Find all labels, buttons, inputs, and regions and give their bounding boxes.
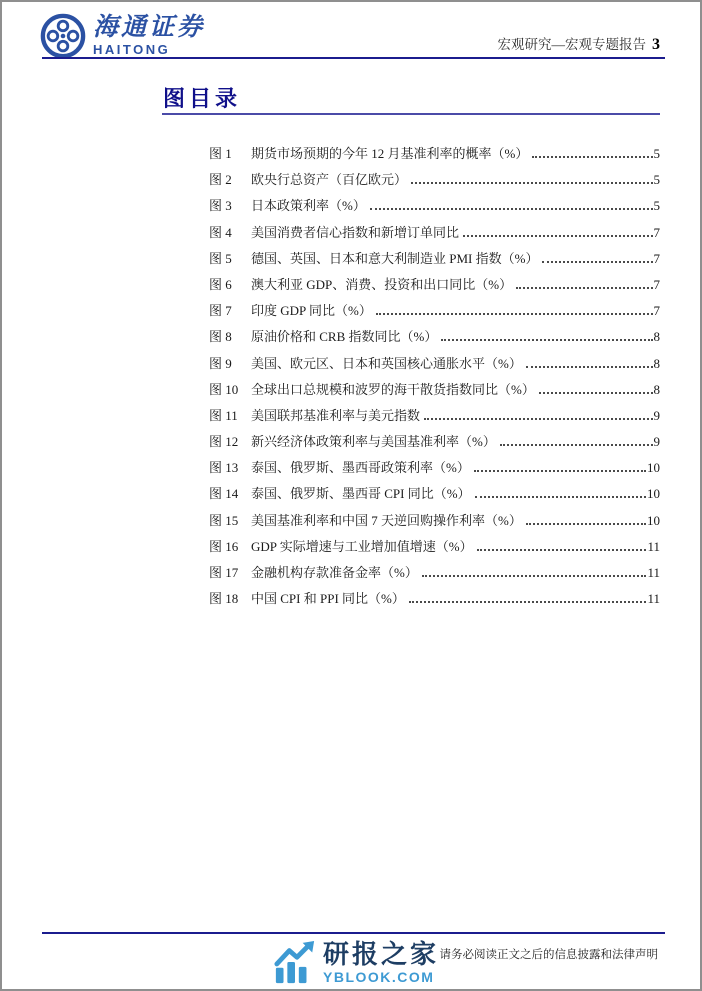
toc-row	[209, 353, 660, 379]
toc-row	[209, 248, 660, 274]
toc-entry-page: 9	[653, 434, 660, 450]
toc-dot-leader	[526, 523, 646, 525]
toc-row	[209, 431, 660, 457]
toc-entry-label: 图 4	[209, 224, 232, 240]
toc-entry-title: 金融机构存款准备金率（%）	[251, 565, 418, 580]
toc-entry-page: 8	[653, 381, 660, 397]
page-number: 3	[652, 36, 660, 53]
toc-dot-leader	[542, 261, 652, 263]
toc-entry-title: GDP 实际增速与工业增加值增速（%）	[251, 538, 473, 554]
footer-disclaimer: 请务必阅读正文之后的信息披露和法律声明	[439, 949, 658, 961]
toc-row	[209, 536, 660, 562]
toc-entry-page: 11	[647, 538, 660, 554]
toc-entry-label: 图 18	[209, 591, 239, 607]
toc-entry-page: 5	[653, 146, 660, 161]
toc-entry-label: 图 7	[209, 303, 232, 319]
toc-entry-title: 澳大利亚 GDP、消费、投资和出口同比（%）	[251, 276, 513, 292]
toc-entry-label: 图 16	[209, 538, 239, 554]
toc-entry-title: 新兴经济体政策利率与美国基准利率（%）	[251, 434, 496, 450]
toc-row	[209, 222, 660, 248]
toc-row	[209, 143, 660, 169]
toc-dot-leader	[516, 287, 652, 289]
toc-entry-title: 泰国、俄罗斯、墨西哥政策利率（%）	[251, 460, 470, 476]
toc-entry-title: 欧央行总资产（百亿欧元）	[251, 172, 408, 188]
toc-title-divider	[162, 113, 660, 115]
haitong-emblem-icon	[40, 13, 86, 59]
toc-dot-leader	[475, 496, 646, 498]
yblook-text	[323, 941, 439, 985]
toc-entry-page: 10	[647, 486, 660, 502]
toc-dot-leader	[539, 392, 653, 394]
site-domain: YBLOOK.COM	[323, 969, 435, 985]
toc-entry-title: 印度 GDP 同比（%）	[251, 303, 372, 319]
toc-entry-label: 图 17	[209, 565, 239, 580]
toc-entry-page: 10	[647, 460, 660, 476]
toc-entry-label: 图 15	[209, 512, 239, 528]
toc-dot-leader	[409, 601, 647, 603]
toc-row	[209, 195, 660, 221]
bar-chart-arrow-icon	[273, 941, 317, 985]
report-type-label: 宏观研究—宏观专题报告	[497, 37, 646, 52]
toc-row	[209, 326, 660, 352]
toc-entry-label: 图 14	[209, 486, 239, 502]
toc-entry-label: 图 6	[209, 276, 232, 292]
toc-entry-label: 图 13	[209, 460, 239, 476]
toc-entry-page: 7	[653, 276, 660, 292]
brand-text	[93, 13, 205, 57]
toc-entry-page: 11	[647, 591, 660, 607]
toc-entry-page: 7	[653, 303, 660, 319]
toc-row	[209, 457, 660, 483]
toc-row	[209, 379, 660, 405]
toc-entry-label: 图 2	[209, 172, 232, 188]
toc-entry-title: 泰国、俄罗斯、墨西哥 CPI 同比（%）	[251, 486, 471, 502]
footer-divider	[42, 932, 665, 934]
toc-entry-title: 中国 CPI 和 PPI 同比（%）	[251, 591, 405, 607]
toc-entry-title: 日本政策利率（%）	[251, 198, 366, 214]
toc-entry-label: 图 11	[209, 407, 238, 423]
toc-entry-label: 图 10	[209, 381, 239, 397]
toc-title: 图目录	[163, 86, 242, 111]
toc-row	[209, 300, 660, 326]
toc-entry-title: 德国、英国、日本和意大利制造业 PMI 指数（%）	[251, 250, 539, 266]
toc-entry-page: 7	[653, 224, 660, 240]
toc-dot-leader	[370, 208, 653, 210]
yblook-logo	[273, 941, 439, 985]
toc-entry-title: 美国联邦基准利率与美元指数	[251, 407, 421, 423]
toc-entry-title: 期货市场预期的今年 12 月基准利率的概率（%）	[251, 146, 529, 161]
toc-row	[209, 169, 660, 195]
haitong-logo	[40, 13, 205, 59]
toc-entry-title: 美国消费者信心指数和新增订单同比	[251, 224, 460, 240]
site-name: 研报之家	[323, 939, 440, 969]
toc-entry-label: 图 9	[209, 355, 232, 371]
toc-dot-leader	[526, 366, 653, 368]
toc-dot-leader	[477, 549, 647, 551]
toc-entry-page: 8	[653, 355, 660, 371]
toc-dot-leader	[532, 156, 652, 158]
toc-list	[209, 143, 660, 614]
toc-entry-label: 图 5	[209, 250, 232, 266]
toc-dot-leader	[500, 444, 653, 446]
toc-entry-title: 美国、欧元区、日本和英国核心通胀水平（%）	[251, 355, 522, 371]
toc-dot-leader	[463, 235, 652, 237]
toc-entry-title: 全球出口总规模和波罗的海干散货指数同比（%）	[251, 381, 535, 397]
toc-entry-page: 5	[653, 198, 660, 214]
toc-entry-label: 图 12	[209, 434, 239, 450]
header-report-info	[498, 33, 661, 54]
toc-row	[209, 562, 660, 588]
toc-row	[209, 483, 660, 509]
toc-entry-label: 图 3	[209, 198, 232, 214]
brand-english: HAITONG	[93, 42, 171, 57]
toc-dot-leader	[411, 182, 652, 184]
toc-row	[209, 510, 660, 536]
toc-row	[209, 588, 660, 614]
toc-entry-page: 5	[653, 172, 660, 188]
toc-entry-page: 9	[653, 407, 660, 423]
brand-chinese: 海通证券	[93, 14, 206, 41]
toc-entry-label: 图 8	[209, 329, 232, 345]
toc-dot-leader	[422, 575, 647, 577]
toc-row	[209, 274, 660, 300]
toc-entry-page: 7	[653, 250, 660, 266]
toc-entry-label: 图 1	[209, 146, 232, 161]
toc-dot-leader	[474, 470, 646, 472]
toc-dot-leader	[424, 418, 652, 420]
toc-entry-title: 原油价格和 CRB 指数同比（%）	[251, 329, 438, 345]
toc-entry-page: 11	[647, 565, 660, 580]
toc-row	[209, 405, 660, 431]
toc-dot-leader	[441, 339, 652, 341]
header-divider	[42, 57, 665, 59]
toc-entry-title: 美国基准利率和中国 7 天逆回购操作利率（%）	[251, 512, 522, 528]
toc-dot-leader	[376, 313, 653, 315]
toc-entry-page: 10	[647, 512, 660, 528]
toc-entry-page: 8	[653, 329, 660, 345]
